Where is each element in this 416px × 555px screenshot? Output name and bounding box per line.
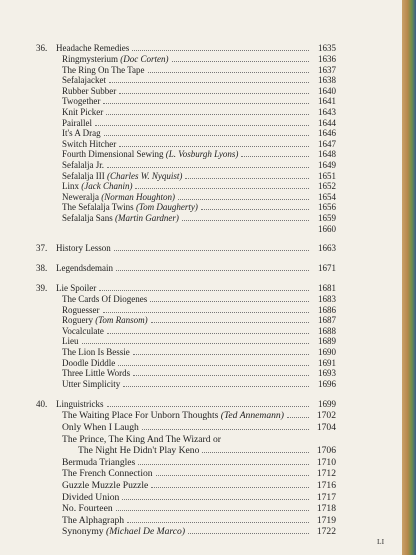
page-number: 1691 xyxy=(318,357,336,368)
section-heading xyxy=(36,43,336,54)
section-title: Legendsdemain xyxy=(56,263,113,274)
dot-leader xyxy=(188,533,309,534)
entry-title: Sefalalja Sans xyxy=(62,212,113,223)
section-number: 39. xyxy=(36,283,48,294)
entry-title: The French Connection xyxy=(62,468,153,480)
dot-leader xyxy=(185,178,309,179)
page-number: 1643 xyxy=(318,106,336,117)
entry-title: Rubber Subber xyxy=(62,85,117,96)
page-number: 1696 xyxy=(318,378,336,389)
dot-leader xyxy=(156,475,309,476)
dot-leader xyxy=(109,82,309,83)
entry-title: Sefalalja Jr. xyxy=(62,159,104,170)
section-number: 36. xyxy=(36,43,48,53)
dot-leader xyxy=(114,250,309,251)
toc-entry xyxy=(36,65,336,76)
dot-leader xyxy=(103,312,310,313)
dot-leader xyxy=(287,417,309,418)
toc-entry xyxy=(36,347,336,358)
page-number: 1704 xyxy=(316,422,336,434)
entry-title: Guzzle Muzzle Puzzle xyxy=(62,480,149,491)
page-number: 1688 xyxy=(318,325,336,336)
toc-entry xyxy=(36,422,336,434)
dot-leader xyxy=(182,220,309,221)
page-number: 1659 xyxy=(318,212,336,223)
entry-title: Lieu xyxy=(62,336,79,347)
dot-leader xyxy=(241,156,309,157)
page-number: 1718 xyxy=(316,503,336,515)
dot-leader xyxy=(133,375,309,376)
section-title: Linguistricks xyxy=(56,399,104,410)
page-number: 1687 xyxy=(318,315,336,326)
page-number: 1640 xyxy=(318,85,336,96)
section-title: Headache Remedies xyxy=(56,43,130,53)
page-number: 1706 xyxy=(316,445,336,457)
section-heading xyxy=(36,398,336,410)
page-number: 1717 xyxy=(316,491,336,503)
entry-credit: (Martin Gardner) xyxy=(115,212,179,223)
dot-leader xyxy=(106,114,309,115)
toc-entry xyxy=(36,503,336,515)
page-number: 1647 xyxy=(318,138,336,149)
section-heading xyxy=(36,283,336,294)
page-number: 1646 xyxy=(318,128,336,139)
dot-leader xyxy=(132,50,309,51)
toc-entry xyxy=(36,315,336,326)
toc-entry-trailing-page xyxy=(36,224,336,235)
dot-leader xyxy=(151,487,309,488)
page-number: 1635 xyxy=(318,43,336,53)
entry-title: Switch Hitcher xyxy=(62,138,117,149)
page-number: 1681 xyxy=(318,283,336,294)
entry-title: Neweralja xyxy=(62,191,99,202)
page-number: 1652 xyxy=(318,181,336,192)
entry-title: Utter Simplicity xyxy=(62,378,121,389)
dot-leader xyxy=(107,167,309,168)
entry-credit: (Norman Houghton) xyxy=(101,191,175,202)
page-number: 1686 xyxy=(318,304,336,315)
page-number: 1651 xyxy=(318,170,336,181)
entry-title: Ringmysterium xyxy=(62,54,118,64)
dot-leader xyxy=(119,146,309,147)
toc-entry xyxy=(36,171,336,182)
toc-entry xyxy=(36,379,336,390)
toc-entry xyxy=(36,368,336,379)
toc-section-39 xyxy=(36,283,336,389)
toc-entry xyxy=(36,457,336,469)
toc-entry xyxy=(36,294,336,305)
entry-title: The Waiting Place For Unborn Thoughts xyxy=(62,410,219,422)
toc-entry xyxy=(36,202,336,213)
toc-entry xyxy=(36,160,336,171)
page-number: 1699 xyxy=(318,399,336,410)
toc-entry xyxy=(36,445,336,457)
page-number: 1689 xyxy=(318,336,336,347)
toc-entry xyxy=(36,492,336,504)
dot-leader xyxy=(107,333,309,334)
page-number: 1710 xyxy=(316,456,336,468)
entry-title: The Night He Didn't Play Keno xyxy=(78,445,200,457)
page-number: 1638 xyxy=(318,75,336,86)
entry-credit: (L. Vosburgh Lyons) xyxy=(165,149,239,160)
page-number: 1654 xyxy=(318,191,336,202)
entry-title: The Lion Is Bessie xyxy=(62,347,130,358)
entry-title: Linx xyxy=(62,181,79,192)
toc-entry xyxy=(36,86,336,97)
toc-entry xyxy=(36,118,336,129)
dot-leader xyxy=(178,199,309,200)
toc-section-40 xyxy=(36,398,336,538)
entry-title: Doodle Diddle xyxy=(62,357,116,368)
dot-leader xyxy=(99,290,309,291)
toc-entry xyxy=(36,358,336,369)
dot-leader xyxy=(95,125,309,126)
toc-entry xyxy=(36,54,336,65)
entry-title: The Prince, The King And The Wizard or xyxy=(62,433,221,445)
section-number: 38. xyxy=(36,263,48,274)
toc-entry xyxy=(36,515,336,527)
entry-title: The Ring On The Tape xyxy=(62,64,145,75)
entry-title: Roguesser xyxy=(62,304,100,315)
dot-leader xyxy=(122,499,309,500)
entry-title: Only When I Laugh xyxy=(62,422,139,434)
entry-title: Fourth Dimensional Sewing xyxy=(62,149,164,160)
section-title: Lie Spoiler xyxy=(56,283,97,294)
dot-leader xyxy=(123,386,309,387)
dot-leader xyxy=(127,522,309,523)
dot-leader xyxy=(202,452,309,453)
entry-credit: (Jack Chanin) xyxy=(81,181,133,192)
section-heading xyxy=(36,263,336,274)
dot-leader xyxy=(135,188,309,189)
toc-section-37 xyxy=(36,243,336,254)
page-number: 1722 xyxy=(316,526,336,538)
toc-entry xyxy=(36,149,336,160)
toc-entry xyxy=(36,305,336,316)
dot-leader xyxy=(116,510,309,511)
page-number: 1690 xyxy=(318,347,336,358)
toc-entry xyxy=(36,128,336,139)
dot-leader xyxy=(104,135,309,136)
page-number: 1683 xyxy=(318,294,336,305)
entry-title: No. Fourteen xyxy=(62,503,113,515)
page-folio: LI xyxy=(377,537,385,546)
toc-entry xyxy=(36,434,336,446)
page-number: 1693 xyxy=(318,368,336,379)
toc-section-38 xyxy=(36,263,336,274)
section-heading xyxy=(36,243,336,254)
entry-title: Three Little Words xyxy=(62,368,131,379)
toc-entry xyxy=(36,480,336,492)
dot-leader xyxy=(82,343,310,344)
dot-leader xyxy=(116,270,309,271)
page-number: 1702 xyxy=(316,410,336,422)
section-title: History Lesson xyxy=(56,243,111,254)
toc-entry xyxy=(36,326,336,337)
dot-leader xyxy=(151,322,309,323)
entry-title: Pairallel xyxy=(62,117,92,128)
entry-title: Synonymy xyxy=(62,526,104,538)
dot-leader xyxy=(138,464,309,465)
entry-credit: (Charles W. Nyquist) xyxy=(106,170,183,181)
toc-entry xyxy=(36,468,336,480)
entry-credit: (Ted Annemann) xyxy=(220,410,284,422)
dot-leader xyxy=(133,354,309,355)
toc-section-36 xyxy=(36,43,336,234)
entry-title: Twogether xyxy=(62,96,101,107)
page-number: 1663 xyxy=(318,243,336,254)
entry-title: The Cards Of Diogenes xyxy=(62,294,148,305)
dot-leader xyxy=(148,72,309,73)
toc-entry xyxy=(36,181,336,192)
toc-entry xyxy=(36,336,336,347)
entry-credit: (Tom Ransom) xyxy=(95,315,148,326)
dot-leader xyxy=(118,365,309,366)
toc-entry xyxy=(36,96,336,107)
entry-title: Bermuda Triangles xyxy=(62,456,136,468)
toc-entry xyxy=(36,526,336,538)
toc-entry xyxy=(36,75,336,86)
toc-entry xyxy=(36,107,336,118)
dot-leader xyxy=(103,103,309,104)
dot-leader xyxy=(172,61,310,62)
page-number: 1660 xyxy=(318,223,336,234)
entry-title: It's A Drag xyxy=(62,128,101,139)
page-number: 1656 xyxy=(318,202,336,213)
page-number: 1716 xyxy=(316,480,336,491)
section-number: 40. xyxy=(36,399,48,410)
page-number: 1719 xyxy=(316,514,336,526)
entry-title: Vocalculate xyxy=(62,325,104,336)
dot-leader xyxy=(150,301,309,302)
table-of-contents xyxy=(36,43,336,538)
dot-leader xyxy=(201,209,309,210)
toc-entry xyxy=(36,139,336,150)
entry-credit: (Tom Daugherty) xyxy=(135,202,198,213)
toc-entry xyxy=(36,213,336,224)
toc-entry xyxy=(36,192,336,203)
entry-title: Roguery xyxy=(62,315,93,326)
page-number: 1671 xyxy=(318,263,336,274)
page-number: 1636 xyxy=(318,54,336,64)
entry-title: Sefalajacket xyxy=(62,75,106,86)
page-number: 1637 xyxy=(318,64,336,75)
page-number: 1644 xyxy=(318,117,336,128)
dot-leader xyxy=(142,429,309,430)
entry-title: The Sefalalja Twins xyxy=(62,202,134,213)
entry-title: Divided Union xyxy=(62,491,120,503)
entry-title: Knit Picker xyxy=(62,106,104,117)
dot-leader xyxy=(107,406,310,407)
entry-title: The Alphagraph xyxy=(62,514,125,526)
toc-entry xyxy=(36,410,336,422)
entry-title: Sefalalja III xyxy=(62,170,105,181)
page-number: 1712 xyxy=(316,468,336,480)
dot-leader xyxy=(119,93,309,94)
page-number: 1649 xyxy=(318,159,336,170)
section-number: 37. xyxy=(36,243,48,254)
page-number: 1648 xyxy=(318,149,336,160)
page-edge xyxy=(402,0,416,555)
entry-credit: (Doc Corten) xyxy=(120,54,169,64)
page-number: 1641 xyxy=(318,96,336,107)
entry-credit: (Michael De Marco) xyxy=(106,526,186,538)
